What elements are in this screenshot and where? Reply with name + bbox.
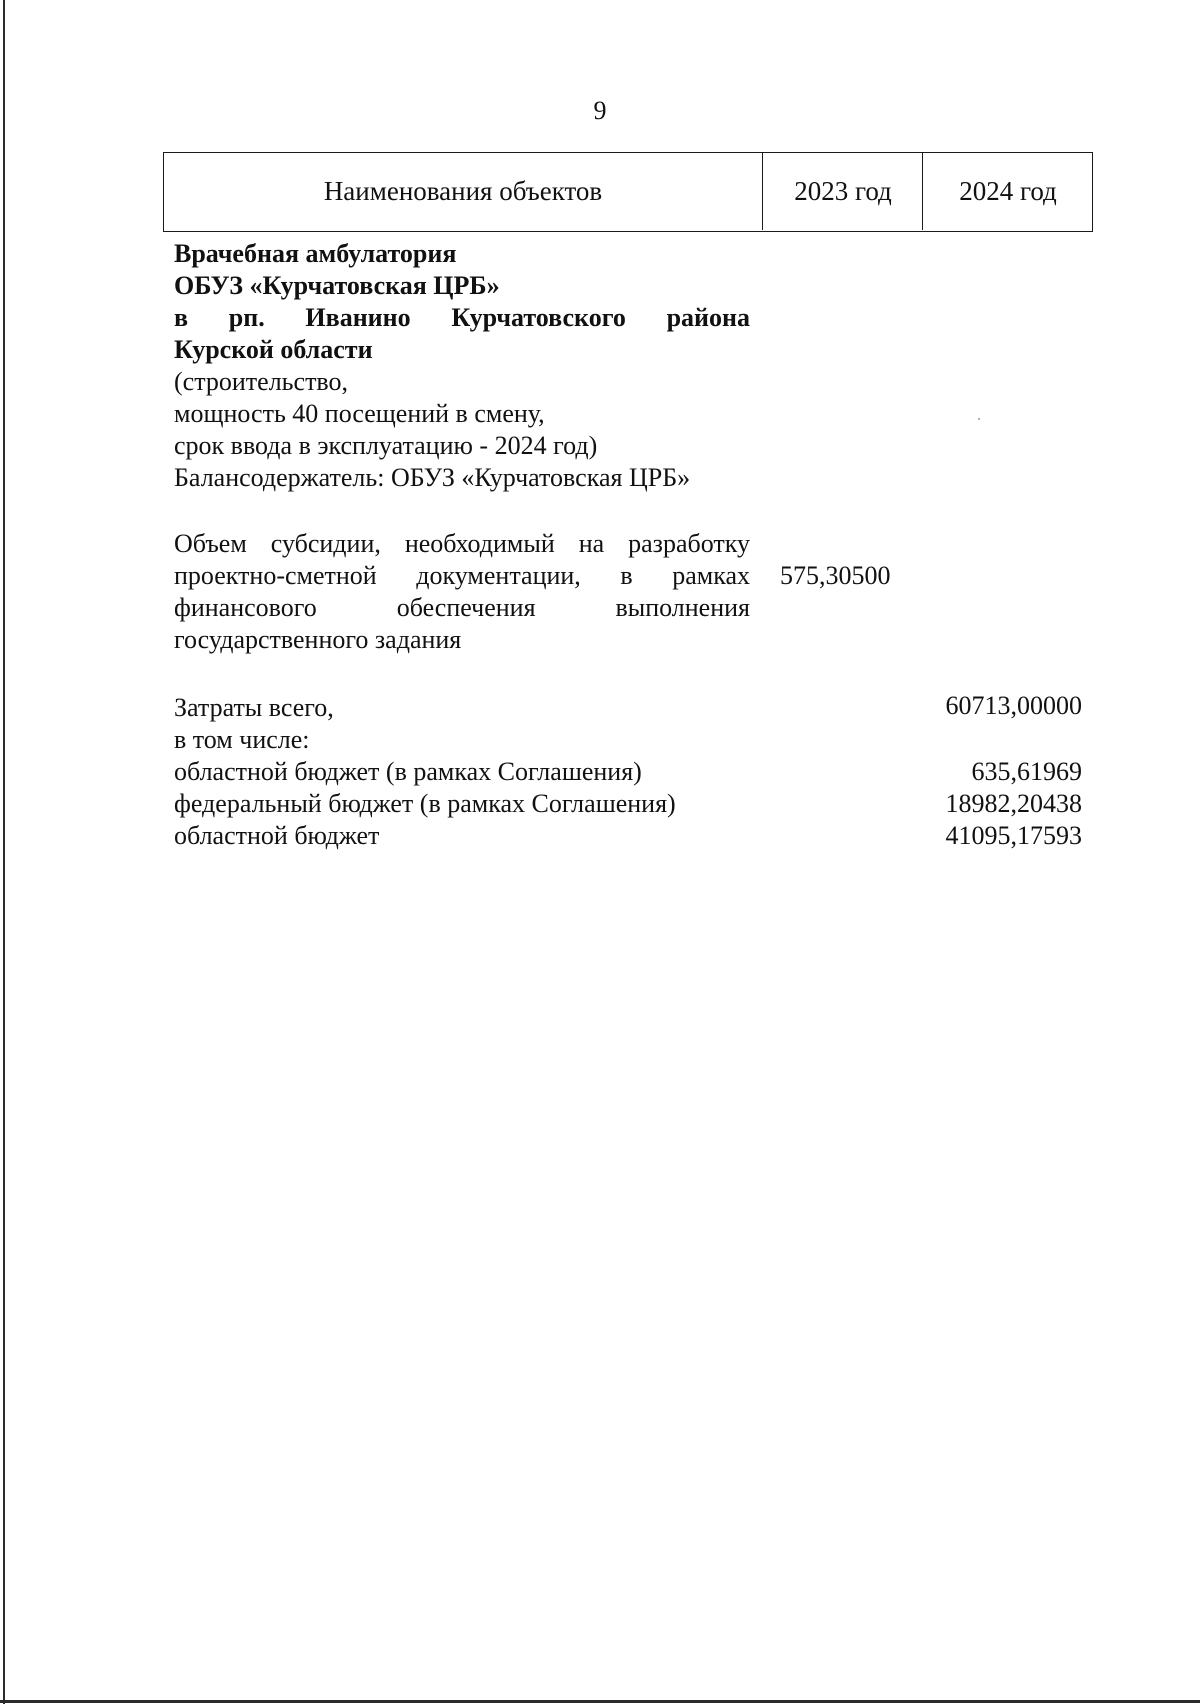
costs-total-label: Затраты всего, — [174, 693, 334, 722]
cost-item-value-2024: 635,61969 — [971, 757, 1082, 786]
object-detail-line: Балансодержатель: ОБУЗ «Курчатовская ЦРБ» — [174, 463, 691, 492]
object-title-line: Курской области — [174, 335, 373, 364]
cost-item-label: областной бюджет (в рамках Соглашения) — [174, 757, 642, 786]
subsidy-line: Объем субсидии, необходимый на разработку — [174, 529, 750, 558]
cost-item-value-2024: 18982,20438 — [945, 789, 1082, 818]
header-col-name: Наименования объектов — [323, 176, 603, 206]
subsidy-value-2023: 575,30500 — [780, 561, 891, 590]
object-title-line: в рп. Иванино Курчатовского района — [174, 303, 750, 332]
scan-speck — [978, 418, 980, 420]
table-header — [163, 152, 1093, 232]
subsidy-line: финансового обеспечения выполнения — [174, 593, 750, 622]
cost-item-value-2024: 41095,17593 — [945, 821, 1082, 850]
subsidy-line: государственного задания — [174, 625, 462, 654]
costs-total-value-2024: 60713,00000 — [945, 691, 1082, 720]
object-detail-line: (строительство, — [174, 367, 349, 396]
scan-edge-bottom — [0, 1700, 1200, 1703]
scan-edge-left — [3, 0, 5, 1704]
object-detail-line: мощность 40 посещений в смену, — [174, 399, 545, 428]
object-title-line: ОБУЗ «Курчатовская ЦРБ» — [174, 271, 500, 300]
object-title-line: Врачебная амбулатория — [174, 239, 457, 268]
header-col-2023: 2023 год — [762, 153, 923, 230]
header-col-2024: 2024 год — [922, 153, 1093, 230]
cost-item-label: областной бюджет — [174, 821, 380, 850]
page-number: 9 — [593, 96, 607, 125]
cost-item-label: федеральный бюджет (в рамках Соглашения) — [174, 789, 676, 818]
object-detail-line: срок ввода в эксплуатацию - 2024 год) — [174, 431, 598, 460]
subsidy-line: проектно-сметной документации, в рамках — [174, 561, 750, 590]
costs-including-label: в том числе: — [174, 725, 310, 754]
